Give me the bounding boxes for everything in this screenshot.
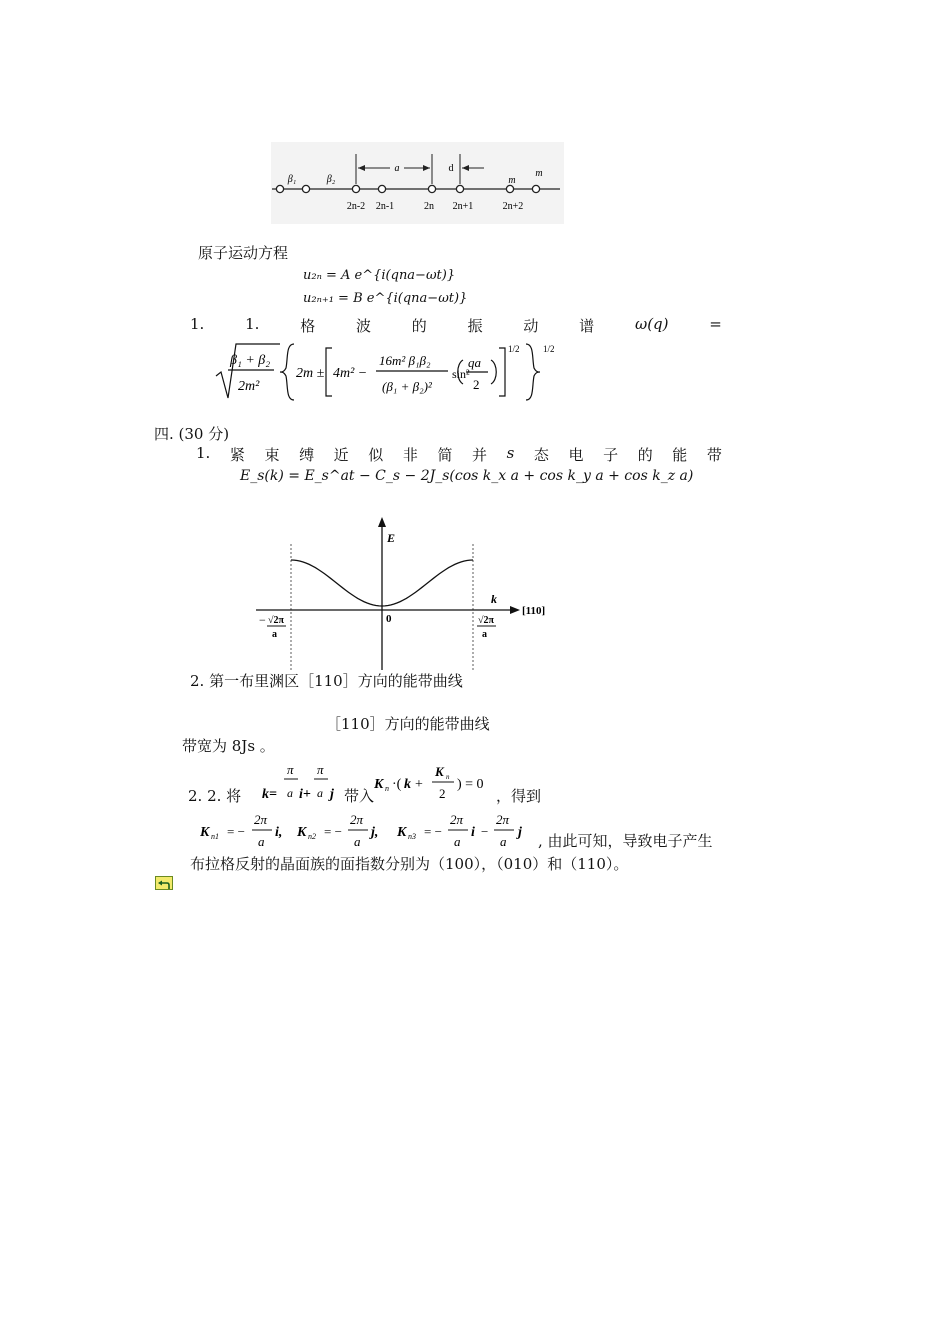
svg-text:2: 2 xyxy=(473,377,480,392)
svg-text:= −: = − xyxy=(424,824,442,839)
svg-text:2m ±: 2m ± xyxy=(296,366,325,381)
motion-equation-heading: 原子运动方程 xyxy=(198,244,289,262)
svg-text:+: + xyxy=(415,777,423,792)
m-label-2: m xyxy=(535,168,543,179)
item1-char-8: 并 xyxy=(472,446,488,464)
svg-text:n: n xyxy=(385,784,389,793)
svg-text:j: j xyxy=(330,787,334,802)
svg-text:β₁ + β₂: β₁ + β₂ xyxy=(230,353,271,368)
spectrum-line xyxy=(190,315,722,336)
svg-text:K: K xyxy=(374,777,384,792)
item1-char-4: 近 xyxy=(333,446,349,464)
svg-text:sin²: sin² xyxy=(452,367,470,381)
svg-text:4m² −: 4m² − xyxy=(333,366,368,381)
svg-text:n3: n3 xyxy=(408,832,416,841)
svg-text:j,: j, xyxy=(371,825,379,840)
lattice-chain-figure xyxy=(268,140,568,228)
item1-line xyxy=(196,444,722,465)
item1-char-7: 简 xyxy=(437,446,453,464)
section-4-heading: 四. (30 分) xyxy=(154,425,230,443)
bragg-condition xyxy=(374,760,504,806)
item1-char-14: 能 xyxy=(672,446,688,464)
item22-prefix: 2. 2. 将 xyxy=(188,787,242,805)
k-axis-label: k xyxy=(491,592,497,606)
svg-text:π: π xyxy=(317,762,324,777)
item22-suffix: ，得到 xyxy=(496,787,542,805)
spectrum-char-4: 振 xyxy=(467,317,483,335)
omega-q: ω(q) xyxy=(634,315,669,333)
svg-text:2m²: 2m² xyxy=(238,379,260,394)
svg-text:a: a xyxy=(287,786,293,800)
svg-text:n2: n2 xyxy=(308,832,316,841)
d-label: d xyxy=(448,163,454,174)
svg-text:1/2: 1/2 xyxy=(508,344,520,354)
svg-text:a: a xyxy=(454,834,461,849)
site-label-2n-1: 2n-1 xyxy=(375,201,395,212)
svg-text:a: a xyxy=(500,834,507,849)
svg-text:= −: = − xyxy=(324,824,342,839)
item1-char-10: 态 xyxy=(533,446,549,464)
band-caption-item2: 2. 第一布里渊区［110］方向的能带曲线 xyxy=(190,672,463,690)
svg-text:2: 2 xyxy=(439,786,446,801)
band-curve-plot xyxy=(250,512,560,674)
item1-char-6: 非 xyxy=(402,446,418,464)
conclusion-line: 布拉格反射的晶面族的面指数分别为（100），（010）和（110）。 xyxy=(190,855,629,873)
u2n-equation: u₂ₙ = A e^{i(qna−ωt)} xyxy=(303,268,456,283)
energy-formula: E_s(k) = E_s^at − C_s − 2J_s(cos k_x a + cos k_y a + cos k_z a) xyxy=(240,468,694,484)
item1-char-2: 束 xyxy=(264,446,280,464)
svg-text:n: n xyxy=(446,773,450,781)
svg-text:·(: ·( xyxy=(392,777,402,792)
svg-text:a: a xyxy=(354,834,361,849)
origin-label: 0 xyxy=(386,613,392,625)
spectrum-char-3: 的 xyxy=(411,317,427,335)
svg-text:−: − xyxy=(481,824,489,839)
spectrum-num-2: 1. xyxy=(245,315,260,333)
svg-text:k: k xyxy=(404,777,411,792)
svg-text:2π: 2π xyxy=(496,812,510,827)
spectrum-char-1: 格 xyxy=(300,317,316,335)
item1-char-15: 带 xyxy=(706,446,722,464)
item22-mid: 带入 xyxy=(344,787,375,805)
dispersion-formula xyxy=(212,338,572,404)
site-label-2n: 2n xyxy=(424,201,434,212)
spectrum-char-2: 波 xyxy=(355,317,371,335)
svg-text:2π: 2π xyxy=(450,812,464,827)
svg-text:−: − xyxy=(259,613,266,627)
svg-text:1/2: 1/2 xyxy=(543,344,555,354)
svg-text:qa: qa xyxy=(468,355,481,370)
site-label-2n+1: 2n+1 xyxy=(452,201,474,212)
svg-text:a: a xyxy=(272,629,277,640)
item1-char-11: 电 xyxy=(568,446,584,464)
item1-char-1: 紧 xyxy=(229,446,245,464)
spectrum-char-5: 动 xyxy=(523,317,539,335)
svg-text:i,: i, xyxy=(275,825,283,840)
svg-text:= −: = − xyxy=(227,824,245,839)
svg-text:a: a xyxy=(482,629,487,640)
svg-text:a: a xyxy=(258,834,265,849)
a-label: a xyxy=(394,163,400,174)
item1-char-9: s xyxy=(506,444,515,462)
svg-text:(β₁ + β₂)²: (β₁ + β₂)² xyxy=(382,379,432,394)
return-arrow-icon[interactable] xyxy=(155,876,173,890)
e-axis-label: E xyxy=(387,531,396,545)
item1-char-12: 子 xyxy=(603,446,619,464)
site-label-2n+2: 2n+2 xyxy=(502,201,524,212)
equals-sign: = xyxy=(709,315,722,333)
band-caption-center: ［110］方向的能带曲线 xyxy=(326,715,490,733)
spectrum-char-6: 谱 xyxy=(579,317,595,335)
svg-text:j: j xyxy=(518,825,522,840)
spectrum-num-1: 1. xyxy=(190,315,205,333)
k-vector-expression xyxy=(262,760,342,806)
svg-text:K: K xyxy=(397,825,407,840)
item1-char-5: 似 xyxy=(368,446,384,464)
svg-text:n1: n1 xyxy=(211,832,219,841)
reciprocal-vectors xyxy=(200,806,540,852)
svg-text:K: K xyxy=(200,825,210,840)
item1-char-13: 的 xyxy=(637,446,653,464)
svg-text:16m² β₁β₂: 16m² β₁β₂ xyxy=(379,353,431,368)
svg-text:) = 0: ) = 0 xyxy=(457,777,484,792)
svg-text:i: i xyxy=(471,825,475,840)
svg-text:a: a xyxy=(317,786,323,800)
svg-text:√2π: √2π xyxy=(478,615,494,626)
u2n1-equation: u₂ₙ₊₁ = B e^{i(qna−ωt)} xyxy=(303,291,468,306)
item1-char-0: 1. xyxy=(196,444,211,462)
svg-text:K: K xyxy=(435,764,444,779)
svg-text:K: K xyxy=(297,825,307,840)
return-arrow-glyph xyxy=(156,880,172,892)
site-label-2n-2: 2n-2 xyxy=(346,201,366,212)
beta1-label: β₁ xyxy=(287,174,297,185)
svg-text:i+: i+ xyxy=(299,787,311,802)
item1-char-3: 缚 xyxy=(299,446,315,464)
beta2-label: β₂ xyxy=(326,174,336,185)
svg-text:2π: 2π xyxy=(254,812,268,827)
svg-text:k=: k= xyxy=(262,787,277,802)
m-label-1: m xyxy=(508,175,516,186)
bandwidth-line: 带宽为 8Js 。 xyxy=(182,737,275,755)
kn-suffix: , 由此可知，导致电子产生 xyxy=(538,832,713,850)
svg-text:2π: 2π xyxy=(350,812,364,827)
svg-text:π: π xyxy=(287,762,294,777)
svg-text:√2π: √2π xyxy=(268,615,284,626)
direction-label: [110] xyxy=(522,605,546,617)
